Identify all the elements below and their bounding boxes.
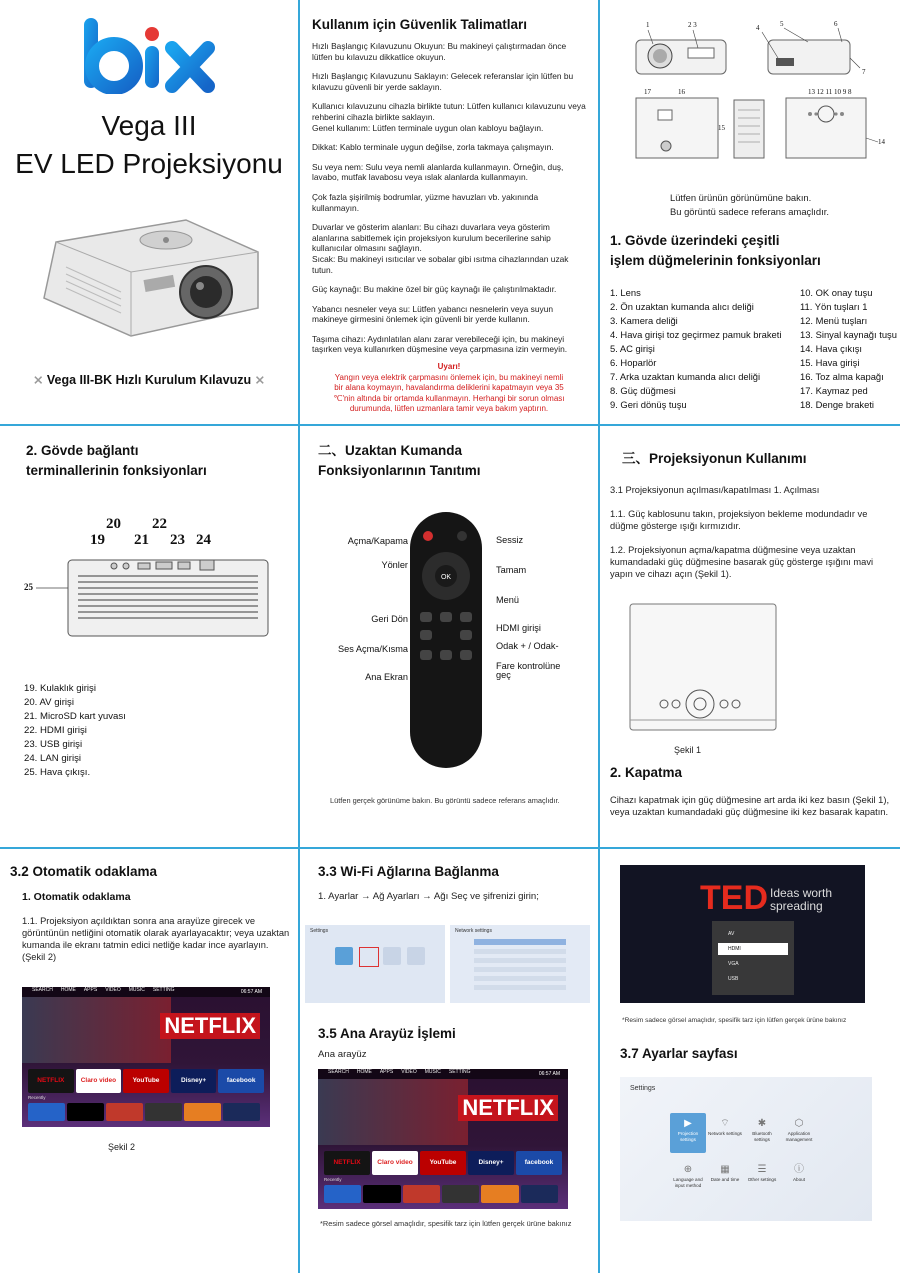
button-item: 4. Hava girişi toz geçirmez pamuk braketi — [610, 329, 782, 340]
remote-label: Odak + / Odak- — [496, 641, 559, 651]
network-row — [474, 976, 566, 981]
recent-tile — [223, 1103, 260, 1121]
usage-p2: 1.2. Projeksiyonun açma/kapatma düğmesine veya uzaktan kumandadaki güç düğmesine basarak güç gösterge ışığını mavi yapın ve cihazı açın (Şekil 1). — [610, 545, 874, 579]
settings-item-label: About — [792, 1177, 805, 1182]
recent-tile — [28, 1103, 65, 1121]
power-off-text: Cihazı kapatmak için güç düğmesine art arda iki kez basın (Şekil 1), veya uzaktan kumandadaki güç düğmesine iki kez basarak kapatın. — [610, 795, 890, 817]
menu-tab: VIDEO — [401, 1069, 417, 1075]
port-item: 22. HDMI girişi — [24, 725, 87, 736]
home-screen-screenshot — [22, 987, 270, 1127]
remote-label: Menü — [496, 595, 519, 605]
view-label: 1 — [646, 21, 650, 29]
view-label: 2 3 — [688, 21, 697, 29]
button-item: 13. Sinyal kaynağı tuşu — [800, 329, 897, 340]
view-label: 14 — [878, 138, 885, 146]
remote-label: Sessiz — [496, 535, 524, 545]
netflix-banner: NETFLIX — [458, 1095, 558, 1121]
remote-label: Geri Dön — [371, 614, 408, 624]
top-menu — [318, 1069, 568, 1079]
remote-label: HDMI girişi — [496, 623, 541, 633]
view-label: 16 — [678, 88, 685, 96]
recently-label: Recently — [28, 1095, 46, 1100]
safety-paragraph: Yabancı nesneler veya su: Lütfen yabancı nesnelerin veya suyun makineye girmesini önlemek için güvenli bir yerde kullanın. — [312, 303, 554, 325]
app-tile: Claro video — [76, 1069, 122, 1093]
button-item: 6. Hoparlör — [610, 357, 657, 368]
settings-item — [707, 1113, 743, 1137]
cover-panel — [0, 0, 298, 424]
ok-key-label: OK — [440, 574, 452, 581]
safety-panel — [300, 0, 598, 424]
remote-panel — [300, 426, 598, 847]
settings-item-label: Projection settings — [677, 1131, 699, 1142]
focus-panel — [0, 849, 298, 1273]
safety-heading: Kullanım için Güvenlik Talimatları — [312, 17, 528, 32]
button-item: 14. Hava çıkışı — [800, 343, 863, 354]
button-item: 12. Menü tuşları — [800, 315, 868, 326]
button-item: 5. AC girişi — [610, 343, 655, 354]
port-item: 23. USB girişi — [24, 739, 83, 750]
top-menu — [22, 987, 270, 997]
recent-tile — [403, 1185, 440, 1203]
warning-text: Yangın veya elektrik çarpmasını önlemek için, bu makineyi nemli bir alana koymayın, havalandırma deliklerini kapatmayın veya 35 ℃'nin altında bir ortamda kullanmayın. Herhangi bir sorun olması durumunda, lütfen uzmanlara tamir veya bakım yaptırın. — [333, 372, 565, 414]
recently-label: Recently — [324, 1177, 342, 1182]
port-number: 19 — [90, 532, 105, 548]
button-item: 15. Hava girişi — [800, 357, 860, 368]
recent-tile — [481, 1185, 518, 1203]
button-item: 10. OK onay tuşu — [800, 287, 873, 298]
ui-heading: 3.5 Ana Arayüz İşlemi — [318, 1026, 456, 1041]
ted-logo: TED — [700, 879, 768, 917]
menu-tab: MUSIC — [424, 1069, 441, 1075]
recent-tile — [145, 1103, 182, 1121]
usage-p1: 1.1. Güç kablosunu takın, projeksiyon bekleme modundadır ve düğme gösterge ışığı kırmızıdır. — [610, 509, 868, 531]
menu-tab: HOME — [60, 987, 76, 993]
settings-item-label: Date and time — [710, 1177, 740, 1182]
view-label: 15 — [718, 124, 725, 132]
network-row — [474, 958, 566, 963]
figure-2-caption: Şekil 2 — [108, 1142, 136, 1152]
buttons-list-left — [610, 286, 781, 412]
settings-item-label: Application management — [785, 1131, 813, 1142]
recent-tile — [363, 1185, 400, 1203]
clock: 06:57 AM — [538, 1071, 560, 1077]
port-item: 19. Kulaklık girişi — [24, 683, 96, 694]
ports-heading-1: 2. Gövde bağlantı — [26, 443, 139, 458]
network-row — [474, 985, 566, 990]
ports-panel — [0, 426, 298, 847]
usage-heading: 三、Projeksiyonun Kullanımı — [622, 451, 807, 466]
menu-tab: HOME — [356, 1069, 372, 1075]
source-item: USB — [728, 976, 739, 982]
settings-item-icon: ⊕ — [683, 1164, 693, 1175]
safety-paragraph: Taşıma cihazı: Aydınlatılan alanı zarar verebileceği için, bu makineyi taşırken veya kullanırken düşmesine veya çarpmasına izin vermeyin. — [312, 333, 568, 355]
settings-title: Settings — [630, 1085, 656, 1092]
settings-tile-icon — [359, 947, 379, 967]
settings-item — [781, 1113, 817, 1142]
power-off-heading: 2. Kapatma — [610, 765, 683, 780]
safety-paragraph: Hızlı Başlangıç Kılavuzunu Saklayın: Gelecek referanslar için lütfen bu kılavuzu güvenli bir yerde saklayın. — [312, 71, 574, 92]
netflix-banner: NETFLIX — [160, 1013, 260, 1039]
button-item: 8. Güç düğmesi — [610, 385, 676, 396]
focus-text: 1.1. Projeksiyon açıldıktan sonra ana arayüze girecek ve görüntünün netliğini otomatik olarak ayarlayacaktır; veya uzaktan kumanda ile ekranı tatmin edici netliğe kadar ince ayarlayın. (Şekil 2) — [22, 916, 290, 962]
app-tile: NETFLIX — [324, 1151, 370, 1175]
view-label: 5 — [780, 20, 784, 28]
settings-screenshot-small — [305, 925, 445, 1003]
settings-item-icon: ▦ — [720, 1164, 730, 1175]
remote-control-image — [408, 510, 484, 770]
remote-caption: Lütfen gerçek görünüme bakın. Bu görüntü sadece referans amaçlıdır. — [330, 796, 560, 805]
projector-side-diagram — [18, 516, 288, 646]
settings-item-label: Other settings — [747, 1177, 777, 1182]
button-item: 9. Geri dönüş tuşu — [610, 399, 687, 410]
button-item: 16. Toz alma kapağı — [800, 371, 884, 382]
menu-tab: SETTING — [448, 1069, 471, 1075]
wifi-heading: 3.3 Wi-Fi Ağlarına Bağlanma — [318, 864, 499, 879]
hero-banner — [22, 997, 171, 1063]
ted-tagline: Ideas worth spreading — [770, 886, 833, 913]
cover-subtitle — [0, 372, 298, 387]
deco-x-icon: ⨯ — [32, 373, 47, 387]
views-caption-2: Bu görüntü sadece referans amaçlıdır. — [670, 206, 829, 217]
menu-tab: APPS — [83, 987, 98, 993]
settings-panel — [600, 849, 900, 1273]
ports-heading-2: terminallerinin fonksiyonları — [26, 463, 207, 478]
button-item: 11. Yön tuşları 1 — [800, 301, 868, 312]
deco-x-icon: ⨯ — [251, 373, 266, 387]
settings-heading: 3.7 Ayarlar sayfası — [620, 1046, 738, 1061]
projector-back-diagram — [628, 602, 778, 732]
remote-label: Açma/Kapama — [347, 536, 408, 546]
recent-tile — [106, 1103, 143, 1121]
app-tile: facebook — [516, 1151, 562, 1175]
remote-label: Fare kontrolüne geç — [496, 661, 561, 680]
remote-label: Ses Açma/Kısma — [338, 644, 408, 654]
view-label: 13 12 11 10 9 8 — [808, 88, 852, 96]
menu-tab: SEARCH — [32, 987, 53, 993]
network-row — [474, 949, 566, 954]
settings-item — [744, 1113, 780, 1142]
button-item: 7. Arka uzaktan kumanda alıcı deliği — [610, 371, 761, 382]
recent-tile — [521, 1185, 558, 1203]
source-menu — [712, 921, 794, 995]
safety-paragraph: Duvarlar ve gösterim alanları: Bu cihazı duvarlara veya gösterim alanlarına sabitlemek için projeksiyon kurulum becerilerine sahip kullanıcılar olmasını sağlayın. Sıcak: Bu makineyi ısıtıcılar ve sobalar gibi ısıtma cihazlarından uzak tutun. — [312, 222, 569, 275]
settings-item — [670, 1159, 706, 1188]
safety-paragraph: Çok fazla şişirilmiş bodrumlar, yüzme havuzları vb. yakınında kullanmayın. — [312, 191, 539, 213]
safety-paragraph: Dikkat: Kablo terminale uygun değilse, zorla takmaya çalışmayın. — [312, 142, 554, 153]
settings-tile-icon — [383, 947, 401, 965]
cover-title-2: EV LED Projeksiyonu — [15, 148, 283, 179]
remote-heading-2: Fonksiyonlarının Tanıtımı — [318, 463, 481, 478]
views-panel — [600, 0, 900, 424]
settings-tile-icon — [407, 947, 425, 965]
port-number: 22 — [152, 516, 167, 532]
safety-paragraph: Kullanıcı kılavuzunu cihazla birlikte tutun: Lütfen kullanıcı kılavuzunu veya rehberini cihazla birlikte saklayın. Genel kullanım: Lütfen terminale uygun olan kabloyu bağlayın. — [312, 101, 586, 133]
remote-label: Yönler — [381, 560, 408, 570]
safety-text — [312, 41, 586, 355]
safety-paragraph: Güç kaynağı: Bu makine özel bir güç kaynağı ile çalıştırılmaktadır. — [312, 284, 557, 295]
settings-tile-icon — [335, 947, 353, 965]
remote-heading-1: 二、Uzaktan Kumanda — [318, 443, 463, 458]
cover-title: Vega III — [101, 110, 197, 141]
warning-title: Uyarı! — [437, 362, 461, 372]
app-tile: facebook — [218, 1069, 264, 1093]
menu-tab: APPS — [379, 1069, 394, 1075]
source-screenshot — [620, 865, 865, 1003]
settings-item-label: Network settings — [708, 1131, 742, 1136]
recent-tile — [67, 1103, 104, 1121]
settings-item-label: Language and input method — [673, 1177, 703, 1188]
safety-paragraph: Hızlı Başlangıç Kılavuzunu Okuyun: Bu makineyi çalıştırmadan önce lütfen bu kılavuzu dikkatlice okuyun. — [312, 41, 567, 62]
button-item: 17. Kaymaz ped — [800, 385, 868, 396]
view-label: 6 — [834, 20, 838, 28]
app-tile: Claro video — [372, 1151, 418, 1175]
menu-tab: VIDEO — [105, 987, 121, 993]
main-ui-screenshot — [318, 1069, 568, 1209]
menu-tab: SEARCH — [328, 1069, 349, 1075]
settings-item-icon: ⬡ — [794, 1118, 804, 1129]
settings-item — [707, 1159, 743, 1183]
source-item: HDMI — [718, 943, 788, 955]
port-number: 21 — [134, 532, 149, 548]
projector-views-diagram — [608, 18, 892, 190]
button-item: 2. Ön uzaktan kumanda alıcı deliği — [610, 301, 754, 312]
source-note: *Resim sadece görsel amaçlıdır, spesifik tarz için lütfen gerçek ürüne bakınız — [622, 1017, 847, 1024]
port-item: 21. MicroSD kart yuvası — [24, 711, 126, 722]
settings-item — [670, 1113, 706, 1153]
remote-label: Ana Ekran — [365, 672, 408, 682]
ports-list — [24, 682, 126, 780]
settings-item-icon: ⓘ — [794, 1164, 804, 1175]
source-item: VGA — [728, 961, 739, 967]
settings-item-label: Bluetooth settings — [752, 1131, 772, 1142]
port-item: 25. Hava çıkışı. — [24, 767, 91, 778]
view-label: 7 — [862, 68, 866, 76]
port-item: 24. LAN girişi — [24, 753, 82, 764]
settings-item-icon: ☰ — [757, 1164, 767, 1175]
settings-item-icon: ▶ — [684, 1118, 692, 1129]
remote-label: Tamam — [496, 565, 527, 575]
button-item: 18. Denge braketi — [800, 399, 875, 410]
recent-tile — [184, 1103, 221, 1121]
recent-tile — [324, 1185, 361, 1203]
buttons-list-right — [800, 286, 897, 412]
app-tile: NETFLIX — [28, 1069, 74, 1093]
app-tile: YouTube — [420, 1151, 466, 1175]
view-label: 17 — [644, 88, 651, 96]
wifi-panel — [300, 849, 598, 1273]
settings-item-icon: ⌔ — [720, 1118, 730, 1129]
port-number: 23 — [170, 532, 185, 548]
view-label: 4 — [756, 24, 760, 32]
subtitle-text: Vega III-BK Hızlı Kurulum Kılavuzu — [46, 373, 252, 387]
button-item: 3. Kamera deliği — [610, 315, 678, 326]
port-item: 20. AV girişi — [24, 697, 74, 708]
port-number: 24 — [196, 532, 211, 548]
ui-note: *Resim sadece görsel amaçlıdır, spesifik tarz için lütfen gerçek ürüne bakınız — [320, 1219, 572, 1228]
menu-tab: SETTING — [152, 987, 175, 993]
safety-paragraph: Su veya nem: Sulu veya nemli alanlarda kullanmayın. Örneğin, duş, lavabo, mutfak lavabosu veya ıslak alanlarda kullanmayın. — [312, 161, 564, 183]
network-small-title: Network settings — [455, 928, 492, 934]
projector-image — [36, 212, 266, 342]
port-number: 20 — [106, 516, 121, 532]
network-screenshot-small — [450, 925, 590, 1003]
buttons-heading-2: işlem düğmelerinin fonksiyonları — [610, 253, 821, 268]
source-item: AV — [728, 931, 735, 937]
clock: 06:57 AM — [240, 989, 262, 995]
hero-banner — [318, 1079, 468, 1145]
app-tile: Disney+ — [171, 1069, 217, 1093]
focus-subheading: 1. Otomatik odaklama — [22, 891, 131, 903]
network-row — [474, 939, 566, 945]
focus-heading: 3.2 Otomatik odaklama — [10, 864, 158, 879]
button-item: 1. Lens — [610, 287, 641, 298]
wifi-text: 1. Ayarlar → Ağ Ayarları → Ağı Seç ve şifrenizi girin; — [318, 891, 539, 902]
settings-small-title: Settings — [310, 928, 329, 934]
views-caption-1: Lütfen ürünün görünümüne bakın. — [670, 192, 812, 203]
settings-item — [781, 1159, 817, 1183]
menu-tab: MUSIC — [128, 987, 145, 993]
recent-tile — [442, 1185, 479, 1203]
buttons-heading-1: 1. Gövde üzerindeki çeşitli — [610, 233, 780, 248]
settings-item-icon: ✱ — [757, 1118, 767, 1129]
app-tile: YouTube — [123, 1069, 169, 1093]
network-row — [474, 967, 566, 972]
bix-logo — [80, 14, 220, 94]
usage-panel — [600, 426, 900, 847]
figure-1-caption: Şekil 1 — [674, 745, 702, 755]
settings-item — [744, 1159, 780, 1183]
usage-intro: 3.1 Projeksiyonun açılması/kapatılması 1. Açılması — [610, 485, 820, 495]
port-number: 25 — [24, 582, 33, 592]
settings-screenshot — [620, 1077, 872, 1221]
app-tile: Disney+ — [468, 1151, 514, 1175]
ui-subheading: Ana arayüz — [318, 1049, 367, 1060]
